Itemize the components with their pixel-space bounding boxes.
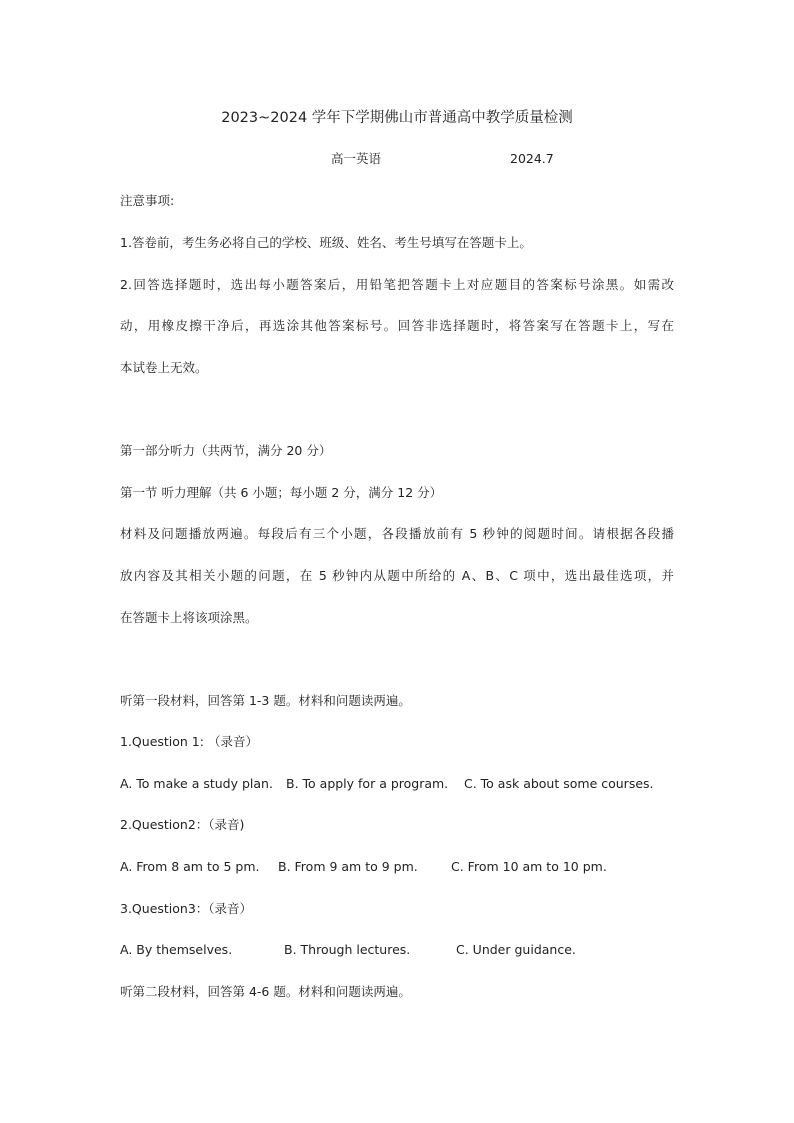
question-1-option-a: A. To make a study plan. xyxy=(120,776,273,791)
question-3-label: 3.Question3：（录音） xyxy=(120,901,253,916)
exam-date: 2024.7 xyxy=(510,151,554,166)
page-title: 2023~2024 学年下学期佛山市普通高中教学质量检测 xyxy=(221,110,573,126)
question-3-option-c: C. Under guidance. xyxy=(456,942,576,957)
instructions-line-2: 放内容及其相关小题的问题，在 5 秒钟内从题中所给的 A、B、C 项中，选出最佳选项，并 xyxy=(120,568,674,583)
question-2-option-b: B. From 9 am to 9 pm. xyxy=(278,859,418,874)
notice-item-2-line-3: 本试卷上无效。 xyxy=(120,360,208,375)
notice-item-1: 1.答卷前，考生务必将自己的学校、班级、姓名、考生号填写在答题卡上。 xyxy=(120,235,532,250)
part1-heading: 第一部分听力（共两节，满分 20 分） xyxy=(120,443,332,458)
instructions-line-1: 材料及问题播放两遍。每段后有三个小题，各段播放前有 5 秒钟的阅题时间。请根据各段播 xyxy=(120,526,674,541)
question-3-option-a: A. By themselves. xyxy=(120,942,233,957)
question-2-option-a: A. From 8 am to 5 pm. xyxy=(120,859,260,874)
passage2-intro: 听第二段材料，回答第 4-6 题。材料和问题读两遍。 xyxy=(120,984,411,999)
instructions-line-3: 在答题卡上将该项涂黑。 xyxy=(120,610,258,625)
notice-heading: 注意事项: xyxy=(120,193,175,208)
question-2-option-c: C. From 10 am to 10 pm. xyxy=(451,859,607,874)
notice-item-2-line-2: 动，用橡皮擦干净后，再选涂其他答案标号。回答非选择题时，将答案写在答题卡上，写在 xyxy=(120,318,674,333)
question-1-option-c: C. To ask about some courses. xyxy=(464,776,654,791)
question-1-option-b: B. To apply for a program. xyxy=(286,776,449,791)
passage1-intro: 听第一段材料，回答第 1-3 题。材料和问题读两遍。 xyxy=(120,693,411,708)
section1-heading: 第一节 听力理解（共 6 小题；每小题 2 分，满分 12 分） xyxy=(120,485,443,500)
question-2-label: 2.Question2：（录音) xyxy=(120,817,245,832)
question-3-option-b: B. Through lectures. xyxy=(284,942,411,957)
question-1-label: 1.Question 1: （录音） xyxy=(120,734,258,749)
notice-item-2-line-1: 2.回答选择题时，选出每小题答案后，用铅笔把答题卡上对应题目的答案标号涂黑。如需改 xyxy=(120,277,674,292)
subject-label: 高一英语 xyxy=(331,151,382,166)
